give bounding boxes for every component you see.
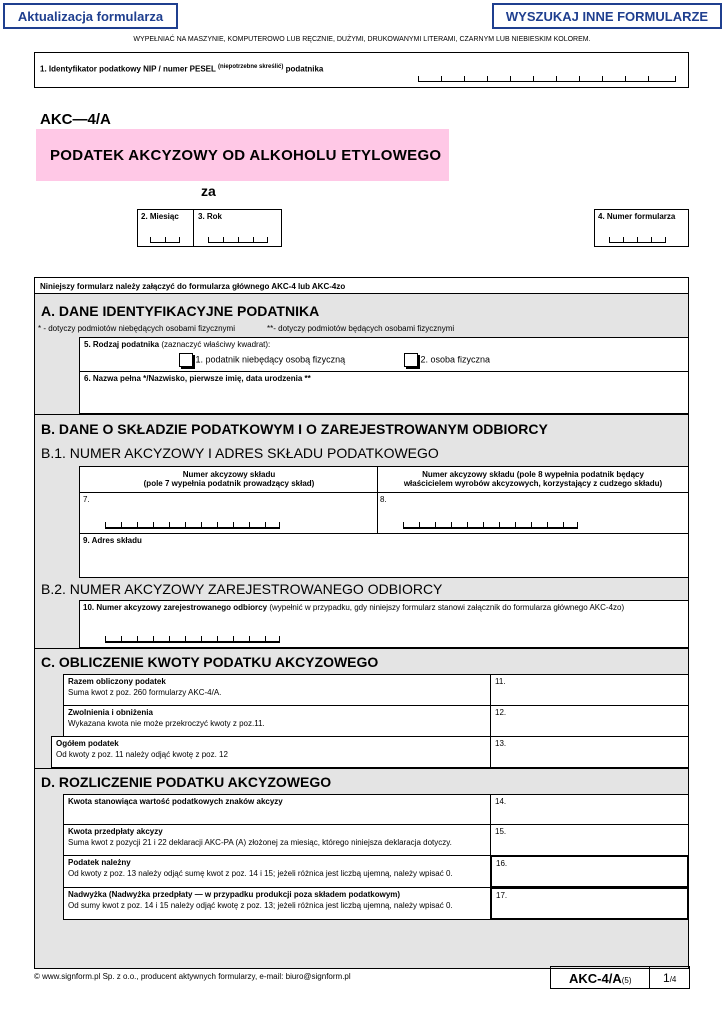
section-b-title: B. DANE O SKŁADZIE PODATKOWYM I O ZAREJESTROWANYM ODBIORCY <box>41 421 548 437</box>
year-label: 3. Rok <box>198 212 223 221</box>
warehouse-address-field[interactable] <box>79 533 689 578</box>
divider-d <box>34 768 689 769</box>
footer-form-code: AKC-4/A(5) <box>569 971 632 986</box>
form-number-field[interactable] <box>594 209 689 247</box>
d-row-16 <box>63 855 491 888</box>
row12-num: 12. <box>495 708 507 717</box>
row15-num: 15. <box>495 827 507 836</box>
taxpayer-type-field[interactable] <box>79 337 689 372</box>
field10-label: 10. Numer akcyzowy zarejestrowanego odbiorcy (wypełnić w przypadku, gdy niniejszy formularz stanowi załącznik do formularza głównego AKC-4zo) <box>83 603 625 612</box>
row14-num: 14. <box>495 797 507 806</box>
section-a-note1: * - dotyczy podmiotów niebędących osobami fizycznymi <box>38 324 235 333</box>
column-divider <box>377 467 378 533</box>
row13-title: Ogółem podatek <box>56 739 119 748</box>
attach-note-row <box>34 277 689 294</box>
field5-label: 5. Rodzaj podatnika (zaznaczyć właściwy kwadrat): <box>84 340 271 349</box>
checkbox-natural-person[interactable] <box>404 353 418 367</box>
footer-code-box <box>550 966 690 989</box>
section-b1-title: B.1. NUMER AKCYZOWY I ADRES SKŁADU PODATKOWEGO <box>41 445 439 461</box>
page-indicator: 1/4 <box>663 971 677 985</box>
form-number-label: 4. Numer formularza <box>598 212 676 221</box>
form-number-ticks <box>609 236 666 243</box>
month-label: 2. Miesiąc <box>141 212 179 221</box>
row11-desc: Suma kwot z poz. 260 formularzy AKC-4/A. <box>68 688 222 697</box>
row11-num: 11. <box>495 677 506 686</box>
year-field[interactable] <box>193 209 282 247</box>
option-natural-person[interactable]: 2. osoba fizyczna <box>404 353 490 367</box>
excise-number-box <box>79 466 689 534</box>
section-a-note2: **- dotyczy podmiotów będących osobami fizycznymi <box>267 324 455 333</box>
row14-title: Kwota stanowiąca wartość podatkowych znaków akcyzy <box>68 797 283 806</box>
col1-header: Numer akcyzowy składu (pole 7 wypełnia podatnik prowadzący skład) <box>143 470 315 488</box>
amount-field-14[interactable] <box>490 794 689 825</box>
za-label: za <box>201 183 216 199</box>
row12-desc: Wykazana kwota nie może przekroczyć kwoty z poz.11. <box>68 719 265 728</box>
section-b2-title: B.2. NUMER AKCYZOWY ZAREJESTROWANEGO ODBIORCY <box>41 581 443 597</box>
divider-b <box>34 414 689 415</box>
field1-label: 1. Identyfikator podatkowy NIP / numer PESEL $^{(niepotrzebne skreślić)}$ podatnika <box>40 64 324 74</box>
row17-desc: Od sumy kwot z poz. 14 i 15 należy odjąć kwotę z poz. 13; jeżeli różnica jest liczbą ujemną, należy wpisać 0. <box>68 901 453 910</box>
amount-field-13[interactable] <box>490 736 689 768</box>
taxpayer-id-box[interactable] <box>34 52 689 88</box>
field10-ticks[interactable] <box>105 635 280 643</box>
row16-title: Podatek należny <box>68 858 131 867</box>
section-a-title: A. DANE IDENTYFIKACYJNE PODATNIKA <box>41 303 320 319</box>
update-form-button[interactable]: Aktualizacja formularza <box>3 3 178 29</box>
c-row-12 <box>63 705 491 737</box>
c-row-11 <box>63 674 491 706</box>
option-legal-entity[interactable]: 1. podatnik niebędący osobą fizyczną <box>179 353 345 367</box>
row13-num: 13. <box>495 739 507 748</box>
checkbox-legal-entity[interactable] <box>179 353 193 367</box>
field7-label: 7. <box>83 495 90 504</box>
row11-title: Razem obliczony podatek <box>68 677 166 686</box>
form-code: AKC—4/A <box>40 111 111 128</box>
row16-num: 16. <box>496 859 508 868</box>
amount-field-11[interactable] <box>490 674 689 706</box>
amount-field-12[interactable] <box>490 705 689 737</box>
field6-label: 6. Nazwa pełna */Nazwisko, pierwsze imię, data urodzenia ** <box>84 374 311 383</box>
nip-ticks <box>418 75 676 82</box>
fill-instructions: WYPEŁNIAĆ NA MASZYNIE, KOMPUTEROWO LUB RĘCZNIE, DUŻYMI, DRUKOWANYMI LITERAMI, CZARNYM LUB NIEBIESKIM KOLOREM. <box>133 36 591 43</box>
c-row-13 <box>51 736 491 768</box>
d-row-17 <box>63 887 491 920</box>
amount-field-16[interactable] <box>490 855 689 888</box>
row15-desc: Suma kwot z pozycji 21 i 22 deklaracji AKC-PA (A) złożonej za miesiąc, którego niniejsza deklaracja dotyczy. <box>68 838 452 847</box>
month-ticks <box>150 236 180 243</box>
amount-field-15[interactable] <box>490 824 689 856</box>
row15-title: Kwota przedpłaty akcyzy <box>68 827 163 836</box>
month-field[interactable] <box>137 209 194 247</box>
search-forms-button[interactable]: WYSZUKAJ INNE FORMULARZE <box>492 3 722 29</box>
form-title: PODATEK AKCYZOWY OD ALKOHOLU ETYLOWEGO <box>50 147 442 164</box>
row12-title: Zwolnienia i obniżenia <box>68 708 153 717</box>
attach-note: Niniejszy formularz należy załączyć do formularza głównego AKC-4 lub AKC-4zo <box>40 282 346 291</box>
footer-divider <box>649 967 650 988</box>
amount-field-17[interactable] <box>490 887 689 920</box>
header-divider <box>80 492 688 493</box>
divider-c <box>34 648 689 649</box>
section-c-title: C. OBLICZENIE KWOTY PODATKU AKCYZOWEGO <box>41 654 379 670</box>
row13-desc: Od kwoty z poz. 11 należy odjąć kwotę z poz. 12 <box>56 750 228 759</box>
title-band <box>36 129 449 181</box>
field8-ticks[interactable] <box>403 521 578 529</box>
section-d-title: D. ROZLICZENIE PODATKU AKCYZOWEGO <box>41 774 332 790</box>
field7-ticks[interactable] <box>105 521 280 529</box>
field8-label: 8. <box>380 495 387 504</box>
full-name-field[interactable] <box>79 371 689 414</box>
footer-credit: © www.signform.pl Sp. z o.o., producent aktywnych formularzy, e-mail: biuro@signform.pl <box>34 972 351 981</box>
recipient-number-field[interactable] <box>79 600 689 648</box>
col2-header: Numer akcyzowy składu (pole 8 wypełnia podatnik będący właścicielem wyrobów akcyzowych, korzystający z cudzego składu) <box>403 470 663 488</box>
year-ticks <box>208 236 268 243</box>
row16-desc: Od kwoty z poz. 13 należy odjąć sumę kwot z poz. 14 i 15; jeżeli różnica jest liczbą ujemną, należy wpisać 0. <box>68 869 453 878</box>
field9-label: 9. Adres składu <box>83 536 142 545</box>
row17-title: Nadwyżka (Nadwyżka przedpłaty — w przypadku produkcji poza składem podatkowym) <box>68 890 401 899</box>
row17-num: 17. <box>496 891 508 900</box>
d-row-14 <box>63 794 491 825</box>
d-row-15 <box>63 824 491 856</box>
